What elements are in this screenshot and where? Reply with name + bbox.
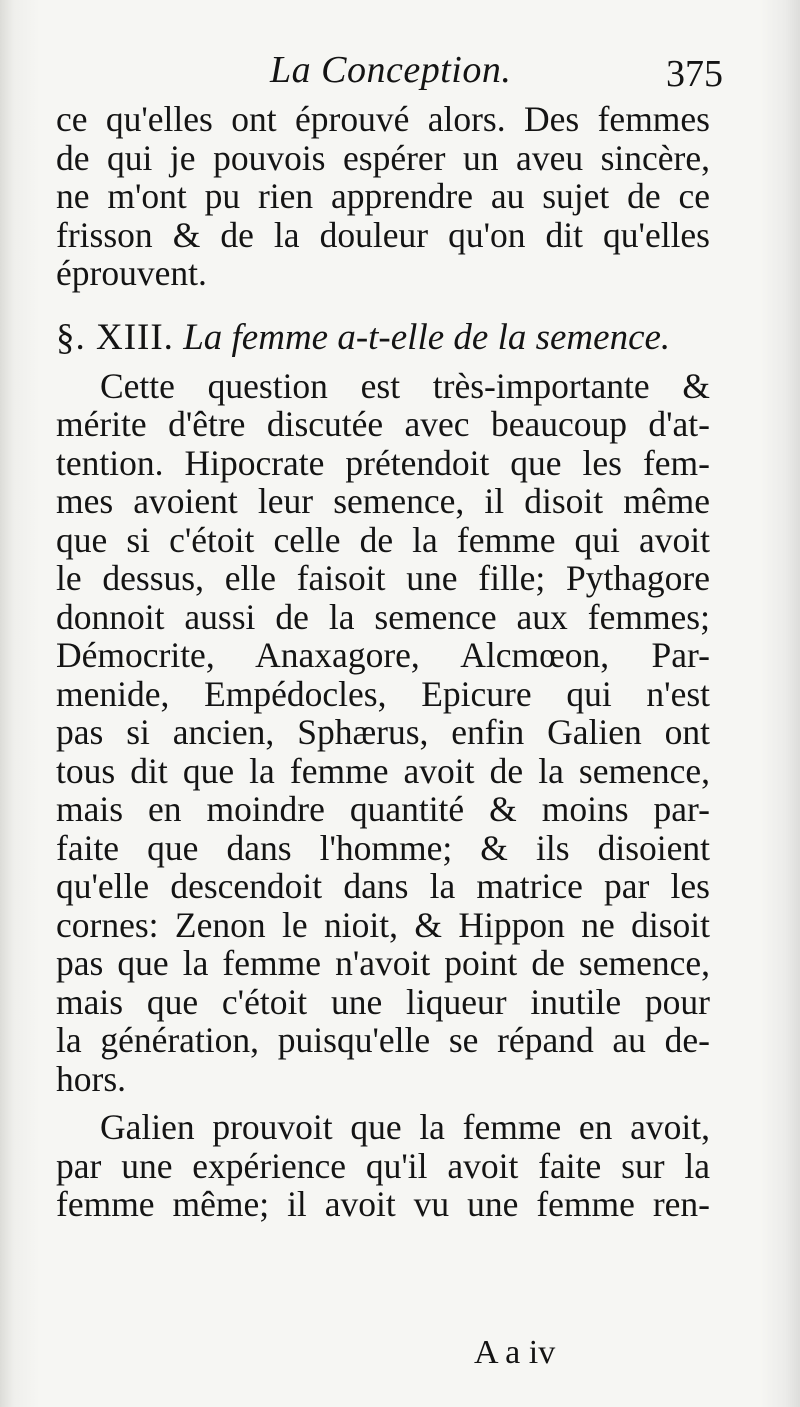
paragraph	[56, 1108, 710, 1224]
text-line: frisson & de la douleur qu'on dit qu'elles	[56, 214, 710, 255]
paragraph	[56, 367, 710, 1099]
text-line: menide, Empédocles, Epicure qui n'est	[56, 673, 710, 714]
page-number: 375	[666, 53, 723, 95]
body-text	[56, 100, 710, 1224]
text-line: mes avoient leur semence, il disoit même	[56, 481, 710, 521]
section-number: §. XIII.	[56, 316, 174, 358]
text-line: cornes: Zenon le nioit, & Hippon ne disoit	[56, 904, 710, 945]
section-heading	[56, 317, 710, 359]
text-line: mais en moindre quantité & moins par-	[56, 789, 710, 829]
text-line: tous dit que la femme avoit de la semence,	[56, 750, 710, 791]
text-line: donnoit aussi de la semence aux femmes;	[56, 596, 710, 637]
signature-mark: A a iv	[474, 1334, 556, 1371]
text-line: Cette question est très-importante &	[100, 365, 710, 406]
text-line: la génération, puisqu'elle se répand au de-	[56, 1020, 710, 1060]
text-line: mais que c'étoit une liqueur inutile pour	[56, 981, 710, 1022]
text-line: mérite d'être discutée avec beaucoup d'at-	[56, 404, 710, 444]
text-line: ce qu'elles ont éprouvé alors. Des femmes	[56, 99, 710, 139]
text-line: femme même; il avoit vu une femme ren-	[56, 1184, 710, 1224]
text-line: le dessus, elle faisoit une fille; Pythagore	[56, 558, 710, 598]
text-line: pas que la femme n'avoit point de semence,	[56, 943, 710, 983]
text-line: de qui je pouvois espérer un aveu sincère,	[56, 137, 710, 178]
text-line: Démocrite, Anaxagore, Alcmœon, Par-	[56, 635, 710, 675]
page-header	[58, 42, 723, 102]
text-line: pas si ancien, Sphærus, enfin Galien ont	[56, 712, 710, 752]
paragraph-continuation	[56, 100, 710, 293]
text-line: par une expérience qu'il avoit faite sur la	[56, 1145, 710, 1186]
running-title: La Conception.	[270, 49, 512, 91]
text-line: que si c'étoit celle de la femme qui avoit	[56, 519, 710, 560]
text-line: qu'elle descendoit dans la matrice par les	[56, 866, 710, 906]
text-line: faite que dans l'homme; & ils disoient	[56, 827, 710, 868]
text-line: hors.	[56, 1058, 127, 1099]
text-line: éprouvent.	[56, 253, 207, 293]
text-line: ne m'ont pu rien apprendre au sujet de ce	[56, 176, 710, 216]
section-title: La femme a-t-elle de la semence.	[183, 316, 671, 358]
text-line: Galien prouvoit que la femme en avoit,	[100, 1107, 710, 1147]
text-line: tention. Hipocrate prétendoit que les fem-	[56, 442, 710, 483]
